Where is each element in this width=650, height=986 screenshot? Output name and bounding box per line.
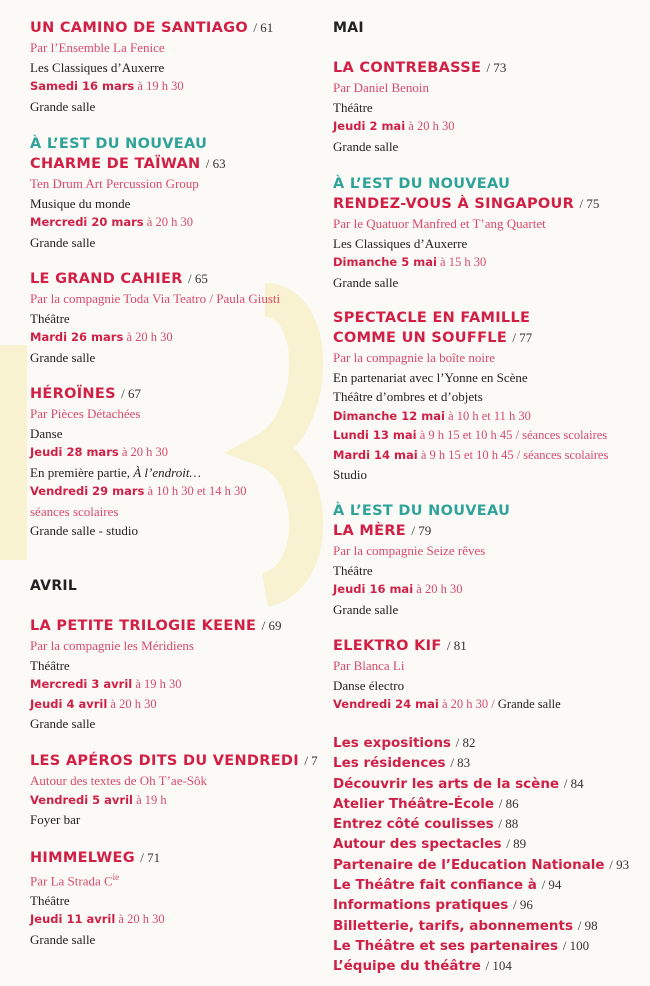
event-info: Théâtre d’ombres et d’objets (333, 389, 483, 404)
section-link-page: / 88 (498, 816, 519, 832)
event-by: Par Blanca Li (333, 658, 405, 673)
event-by: Par Pièces Détachées (30, 406, 141, 421)
section-link-label: Entrez côté coulisses (333, 816, 494, 833)
event-date: Mardi 26 mars à 20 h 30 (30, 330, 173, 344)
event-date: Jeudi 4 avril à 20 h 30 (30, 696, 157, 711)
event-grand-cahier (30, 269, 312, 367)
event-elektro-kif (333, 636, 638, 715)
section-link-label: Les résidences (333, 755, 446, 772)
event-by: Par La Strada $C^{ie}$ (30, 872, 120, 889)
month-heading-mai: MAI (333, 20, 364, 36)
section-link-label: Le Théâtre et ses partenaires (333, 937, 558, 954)
event-premiere: En première partie, À l’endroit… (30, 464, 201, 480)
event-venue: Grande salle - studio (30, 523, 138, 538)
section-link-label: L’équipe du théâtre (333, 958, 481, 975)
section-link-page: / 89 (506, 836, 527, 852)
event-title: HÉROÏNES / 67 (30, 386, 142, 402)
event-date: Vendredi 24 mai à 20 h 30 / Grande salle (333, 697, 561, 711)
section-link-page: / 104 (485, 958, 512, 974)
event-venue: Grande salle (333, 274, 399, 290)
event-date: Jeudi 28 mars à 20 h 30 (30, 445, 169, 459)
event-date: Vendredi 29 mars à 10 h 30 et 14 h 30 (30, 484, 247, 498)
event-by: Par la compagnie Toda Via Teatro / Paula Giusti (30, 291, 281, 306)
section-link-label: Autour des spectacles (333, 836, 502, 853)
event-by: Par la compagnie Seize rêves (333, 543, 486, 558)
event-info: En partenariat avec l’Yonne en Scène (333, 369, 528, 385)
event-comme-un-souffle (333, 308, 638, 485)
event-info: Théâtre (333, 99, 373, 115)
event-camino (30, 18, 312, 116)
section-link[interactable] (333, 794, 638, 814)
section-link-label: Le Théâtre fait confiance à (333, 877, 537, 894)
section-links (333, 733, 638, 977)
event-info: Théâtre (333, 562, 373, 578)
event-title: COMME UN SOUFFLE / 77 (333, 330, 533, 346)
section-link[interactable] (333, 875, 638, 895)
section-link-label: Atelier Théâtre-École (333, 795, 495, 812)
event-tag: À L’EST DU NOUVEAU (30, 136, 208, 152)
event-by: Par l’Ensemble La Fenice (30, 40, 165, 55)
event-venue: Grande salle (333, 601, 399, 617)
section-link-page: / 93 (609, 856, 630, 872)
event-tag: À L’EST DU NOUVEAU (333, 176, 511, 192)
event-venue: Grande salle (30, 98, 96, 114)
section-link[interactable] (333, 733, 638, 753)
event-title: LA CONTREBASSE / 73 (333, 60, 507, 76)
event-scolaires: séances scolaires (30, 503, 119, 519)
event-title: CHARME DE TAÏWAN / 63 (30, 156, 226, 172)
event-date: Jeudi 2 mai à 20 h 30 (333, 119, 455, 133)
event-venue: Grande salle (30, 931, 96, 947)
event-singapour (333, 174, 638, 292)
event-info: Danse (30, 425, 63, 441)
month-heading-avril: AVRIL (30, 578, 78, 594)
section-link-page: / 83 (450, 755, 471, 771)
section-link-page: / 82 (455, 735, 476, 750)
event-date: Mercredi 3 avril à 19 h 30 (30, 677, 182, 691)
section-link[interactable] (333, 895, 638, 915)
section-link[interactable] (333, 916, 638, 936)
event-by: Par Daniel Benoin (333, 80, 430, 95)
section-link[interactable] (333, 855, 638, 875)
event-date: Jeudi 16 mai à 20 h 30 (333, 582, 463, 596)
section-link[interactable] (333, 753, 638, 773)
event-venue: Grande salle (333, 138, 399, 154)
event-date: Lundi 13 mai à 9 h 15 et 10 h 45 / séances scolaires (333, 428, 608, 442)
section-link[interactable] (333, 936, 638, 956)
event-title: RENDEZ-VOUS À SINGAPOUR / 75 (333, 196, 600, 212)
event-date: Jeudi 11 avril à 20 h 30 (30, 912, 165, 927)
event-by: Par la compagnie la boîte noire (333, 350, 496, 365)
event-info: Théâtre (30, 657, 70, 673)
event-title-line1: SPECTACLE EN FAMILLE (333, 310, 531, 326)
event-la-mere (333, 501, 638, 619)
event-himmelweg (30, 848, 312, 949)
section-link[interactable] (333, 774, 638, 794)
event-title: LE GRAND CAHIER / 65 (30, 271, 208, 287)
section-link-label: Découvrir les arts de la scène (333, 775, 560, 792)
event-date: Dimanche 5 mai à 15 h 30 (333, 255, 487, 269)
section-link-page: / 96 (513, 897, 533, 913)
event-date: Mardi 14 mai à 9 h 15 et 10 h 45 / séances scolaires (333, 447, 609, 462)
event-taiwan (30, 134, 312, 252)
event-title: LA MÈRE / 79 (333, 523, 432, 539)
event-date: Vendredi 5 avril à 19 h (30, 792, 167, 807)
event-title: UN CAMINO DE SANTIAGO / 61 (30, 20, 274, 36)
event-keene (30, 616, 312, 734)
section-link-page: / 84 (563, 775, 584, 791)
event-info: Musique du monde (30, 195, 131, 211)
event-contrebasse (333, 58, 638, 156)
event-by: Autour des textes de Oh T’ae-Sôk (30, 773, 208, 788)
event-info: Théâtre (30, 892, 70, 908)
event-date: Dimanche 12 mai à 10 h et 11 h 30 (333, 408, 531, 423)
event-heroines (30, 384, 312, 541)
section-link-label: Billetterie, tarifs, abonnements (333, 917, 573, 934)
event-by: Ten Drum Art Percussion Group (30, 176, 199, 191)
event-by: Par le Quatuor Manfred et T’ang Quartet (333, 216, 546, 231)
event-venue: Foyer bar (30, 812, 81, 827)
event-by: Par la compagnie les Méridiens (30, 638, 194, 653)
section-link[interactable] (333, 834, 638, 854)
event-title: ELEKTRO KIF / 81 (333, 638, 467, 654)
event-info: Les Classiques d’Auxerre (30, 59, 165, 75)
event-title: HIMMELWEG / 71 (30, 850, 161, 866)
section-link[interactable] (333, 814, 638, 834)
event-info: Danse électro (333, 677, 405, 693)
section-link-label: Informations pratiques (333, 897, 509, 914)
section-link-page: / 98 (577, 917, 598, 933)
event-info: Théâtre (30, 310, 70, 326)
event-venue: Grande salle (30, 716, 96, 731)
section-link[interactable] (333, 956, 638, 976)
section-link-label: Les expositions (333, 735, 451, 751)
event-tag: À L’EST DU NOUVEAU (333, 503, 511, 519)
event-venue: Studio (333, 467, 367, 482)
section-link-label: Partenaire de l’Education Nationale (333, 856, 605, 873)
event-date: Mercredi 20 mars à 20 h 30 (30, 215, 193, 229)
event-title: LES APÉROS DITS DU VENDREDI / 7 (30, 753, 318, 769)
event-aperos (30, 751, 318, 830)
section-link-page: / 94 (541, 877, 562, 893)
event-info: Les Classiques d’Auxerre (333, 235, 468, 251)
event-venue: Grande salle (30, 349, 96, 365)
event-title: LA PETITE TRILOGIE KEENE / 69 (30, 618, 282, 634)
section-link-page: / 100 (562, 937, 590, 953)
event-venue: Grande salle (30, 234, 96, 250)
section-link-page: / 86 (498, 795, 519, 811)
event-date: Samedi 16 mars à 19 h 30 (30, 79, 184, 93)
